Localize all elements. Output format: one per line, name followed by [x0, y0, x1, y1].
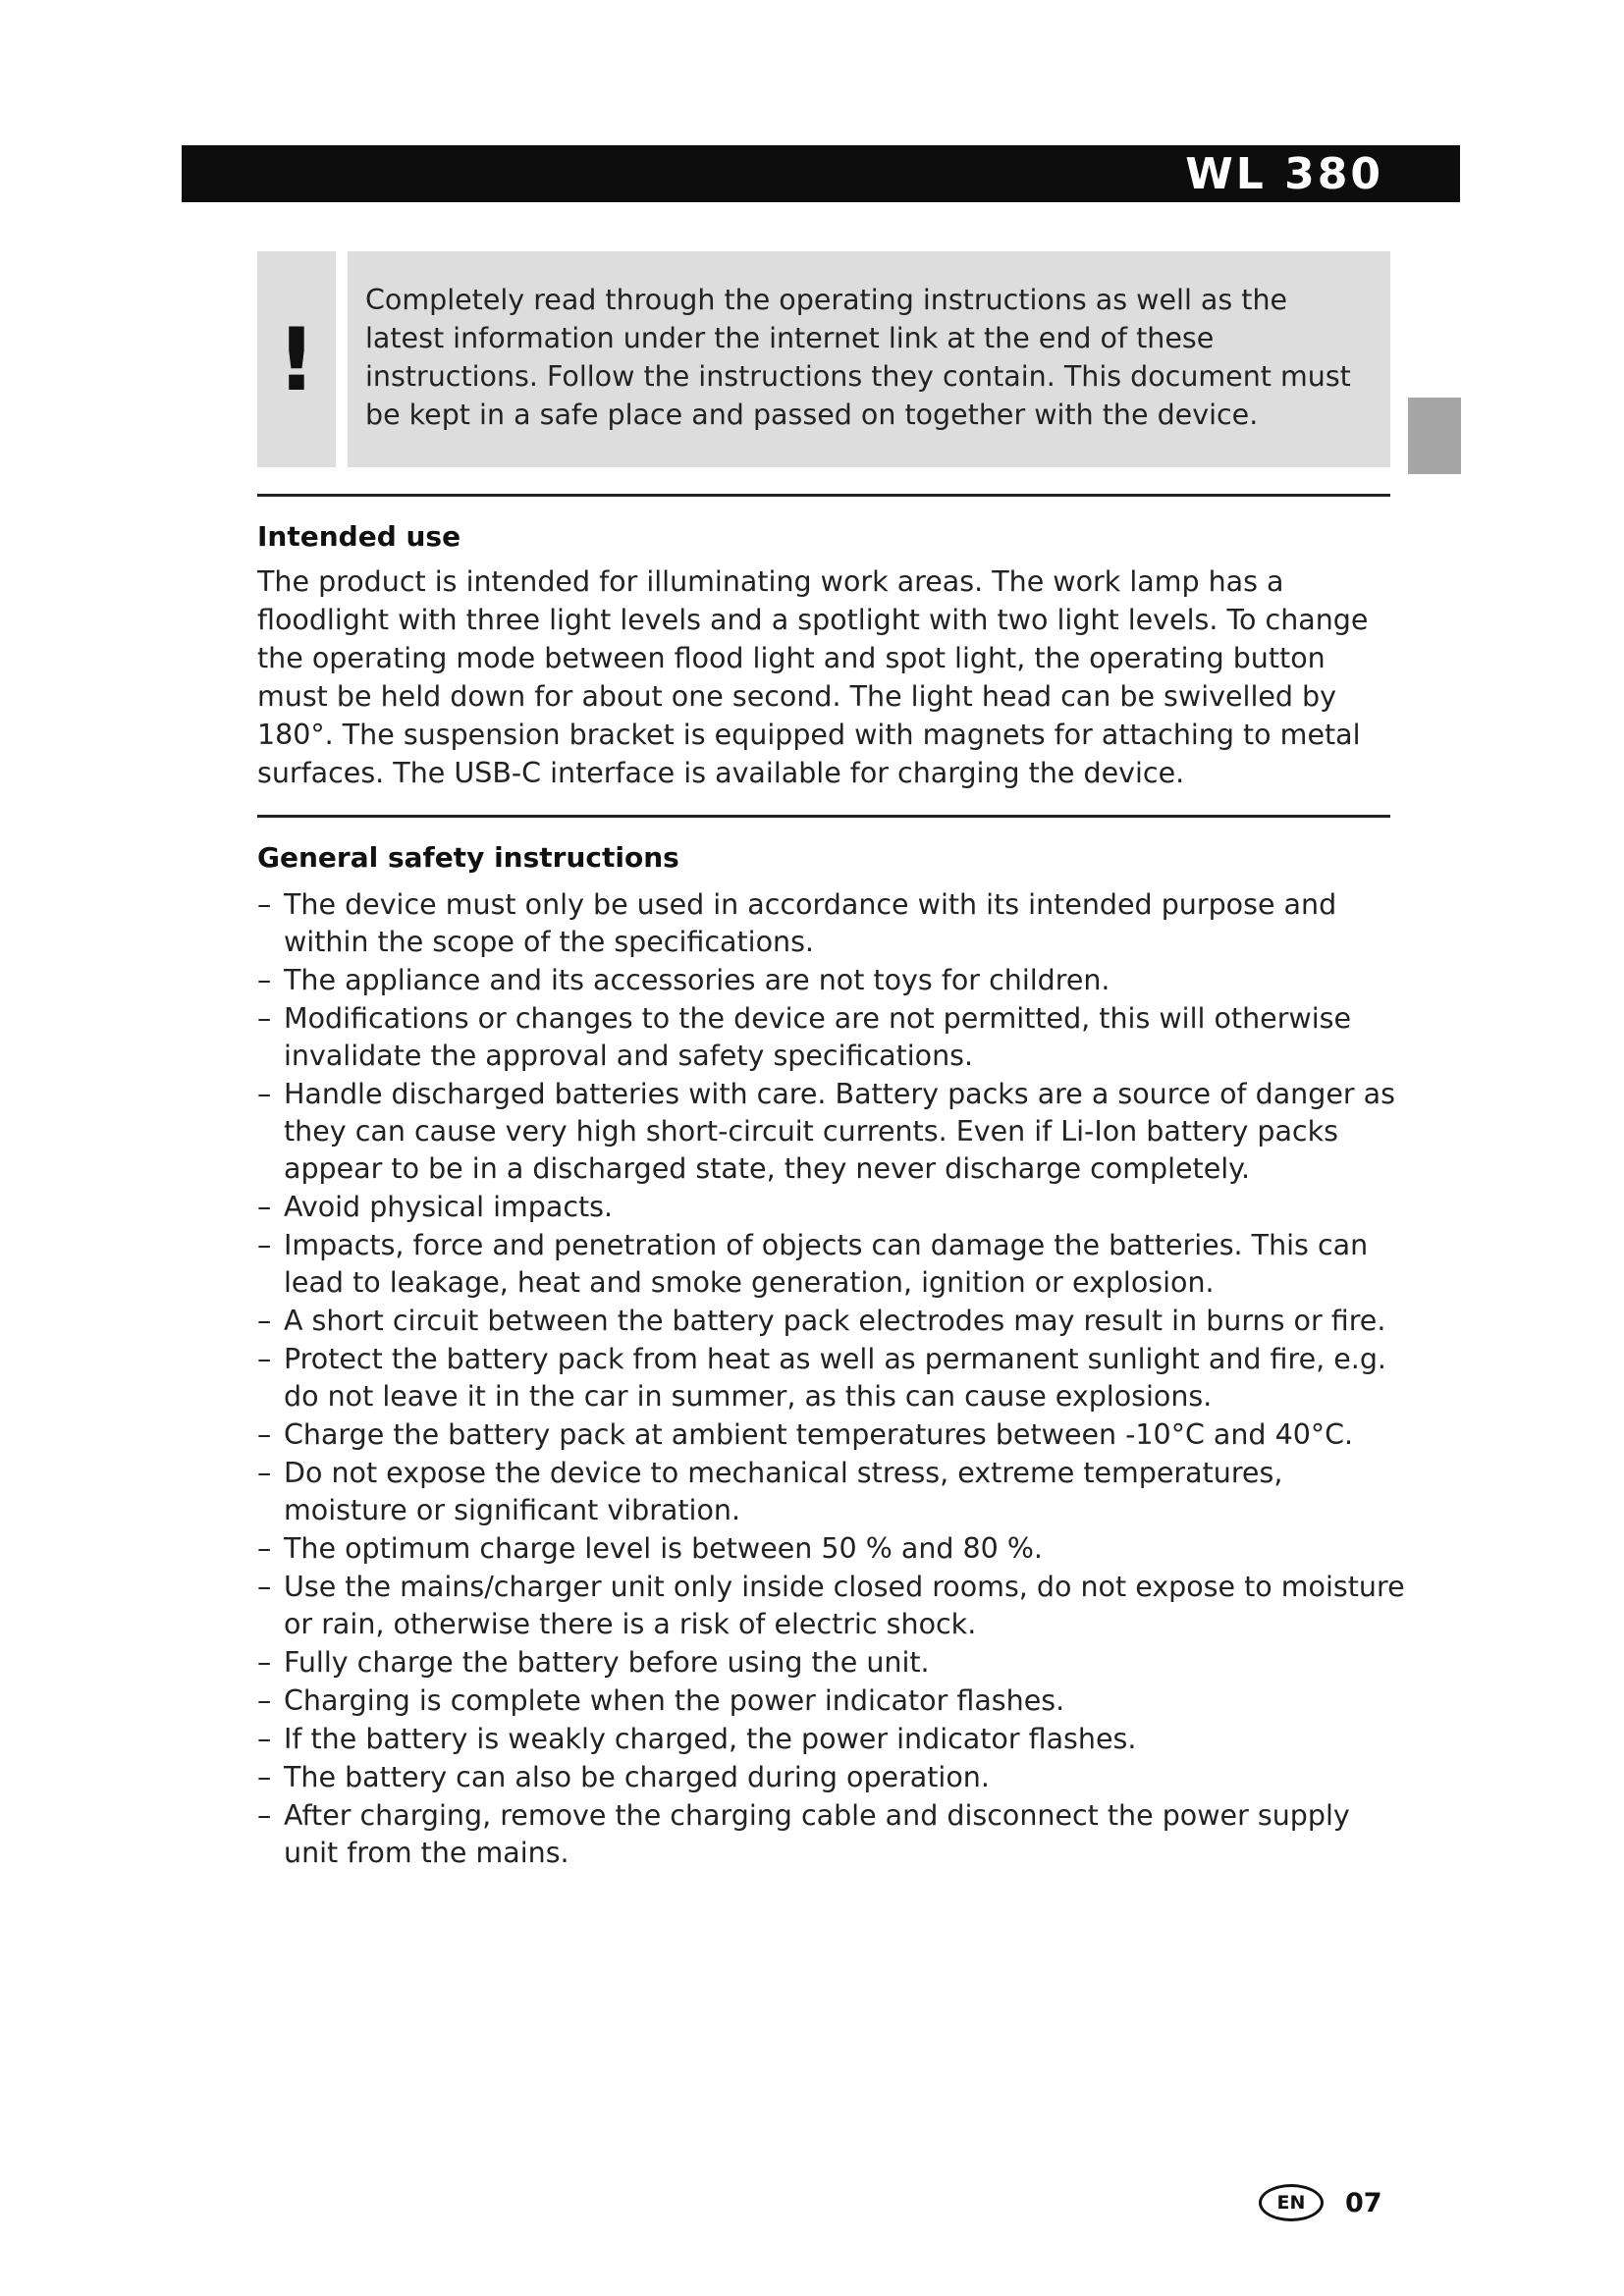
- language-badge: EN: [1259, 2184, 1324, 2221]
- intended-use-text: The product is intended for illuminating work areas. The work lamp has a floodlight with three light levels and a spotlight with two light levels. To change the operating mode between flood light and spot light, the operating button must be held down for about one second. The light head can be swivelled by 180°. The suspension bracket is equipped with magnets for attaching to metal surfaces. The USB-C interface is available for charging the device.: [257, 565, 1369, 789]
- page-number: 07: [1345, 2187, 1382, 2218]
- safety-list-item: – Do not expose the device to mechanical stress, extreme temperatures, moisture or significant vibration.: [257, 1455, 1406, 1529]
- safety-list-item: – Use the mains/charger unit only inside closed rooms, do not expose to moisture or rain, otherwise there is a risk of electric shock.: [257, 1569, 1406, 1643]
- safety-list-item: – Avoid physical impacts.: [257, 1189, 1406, 1226]
- divider: [257, 494, 1390, 497]
- safety-list-item: – The device must only be used in accordance with its intended purpose and within the scope of the specifications.: [257, 886, 1406, 961]
- safety-list-item: – After charging, remove the charging cable and disconnect the power supply unit from the mains.: [257, 1797, 1406, 1872]
- safety-list-item: – Charge the battery pack at ambient temperatures between -10°C and 40°C.: [257, 1416, 1406, 1454]
- safety-list-item: – If the battery is weakly charged, the power indicator flashes.: [257, 1721, 1406, 1758]
- safety-instructions-list: [257, 886, 1406, 1873]
- warning-notice-text: Completely read through the operating instructions as well as the latest information under the internet link at the end of these instructions. Follow the instructions they contain. This document must be kept in a safe place and passed on together with the device.: [348, 251, 1390, 467]
- section-tab-marker: [1408, 398, 1461, 474]
- safety-list-item: – The appliance and its accessories are not toys for children.: [257, 962, 1406, 999]
- safety-list-item: – The optimum charge level is between 50 % and 80 %.: [257, 1530, 1406, 1568]
- safety-list-item: – A short circuit between the battery pack electrodes may result in burns or fire.: [257, 1303, 1406, 1340]
- safety-list-item: – The battery can also be charged during operation.: [257, 1759, 1406, 1796]
- safety-list-item: – Charging is complete when the power indicator flashes.: [257, 1682, 1406, 1720]
- intended-use-title: Intended use: [257, 520, 461, 553]
- safety-list-item: – Fully charge the battery before using the unit.: [257, 1644, 1406, 1682]
- safety-list-item: – Handle discharged batteries with care. Battery packs are a source of danger as they can cause very high short-circuit currents. Even if Li-Ion battery packs appear to be in a discharged state, they never discharge completely.: [257, 1076, 1406, 1188]
- page-footer: [1259, 2179, 1382, 2226]
- model-title: WL 380: [1185, 149, 1383, 199]
- safety-list-item: – Impacts, force and penetration of objects can damage the batteries. This can lead to leakage, heat and smoke generation, ignition or explosion.: [257, 1227, 1406, 1302]
- header-bar: [182, 145, 1460, 202]
- divider: [257, 815, 1390, 818]
- safety-title: General safety instructions: [257, 841, 679, 874]
- warning-icon: !: [257, 251, 336, 467]
- safety-list-item: – Protect the battery pack from heat as well as permanent sunlight and fire, e.g. do not leave it in the car in summer, as this can cause explosions.: [257, 1341, 1406, 1415]
- safety-list-item: – Modifications or changes to the device are not permitted, this will otherwise invalidate the approval and safety specifications.: [257, 1000, 1406, 1075]
